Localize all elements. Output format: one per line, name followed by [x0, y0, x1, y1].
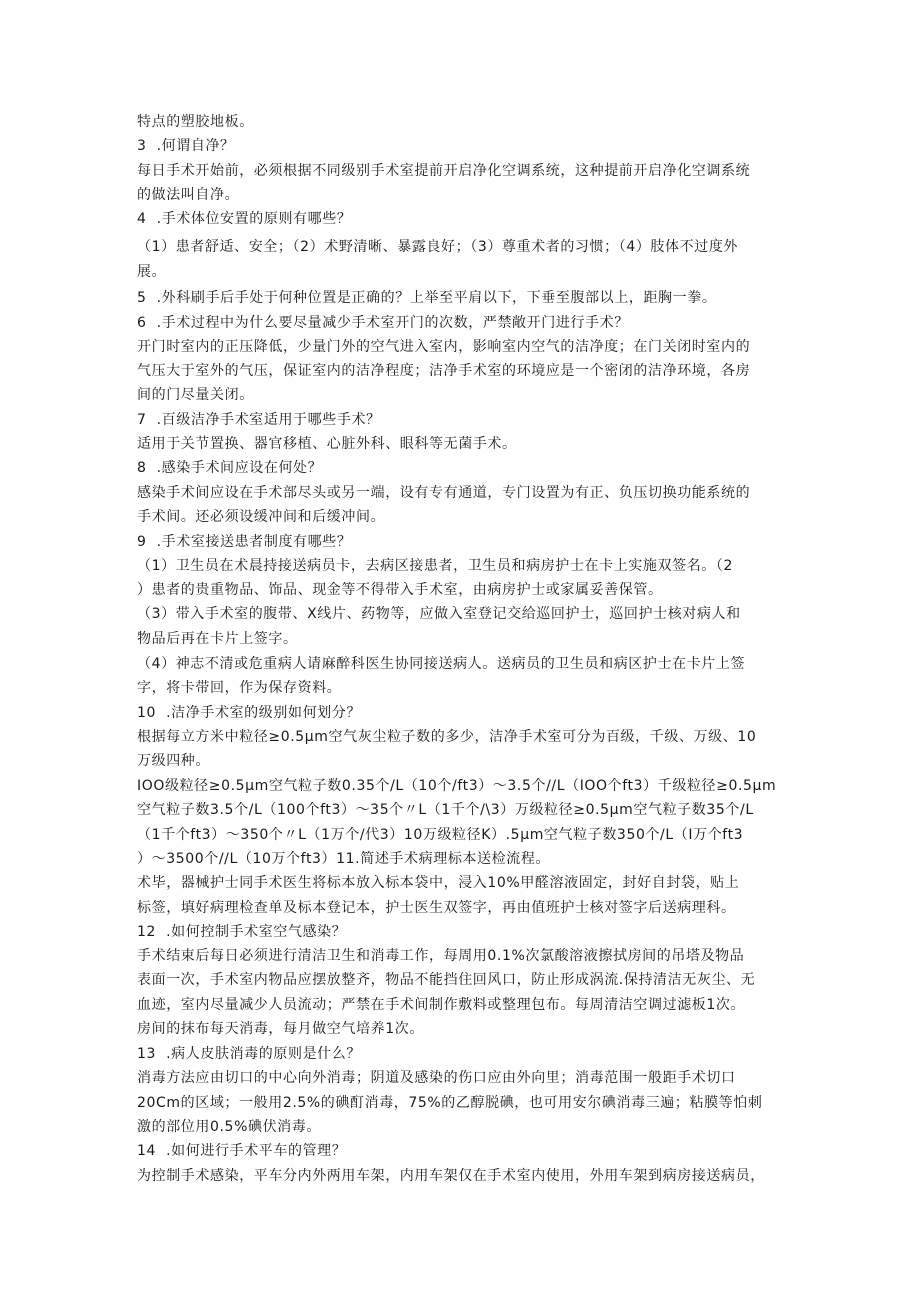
text-line: 每日手术开始前，必须根据不同级别手术室提前开启净化空调系统，这种提前开启净化空调系统	[137, 163, 751, 179]
text-line: （1千个ft3）～350个〃L（1万个/代3）10万级粒径K）.5μm空气粒子数350个/L（I万个ft3	[137, 827, 744, 843]
text-line: （3）带入手术室的腹带、X线片、药物等，应做入室登记交给巡回护士，巡回护士核对病人和	[137, 606, 741, 622]
text-line: 标签，填好病理检查单及标本登记本，护士医生双签字，再由值班护士核对签字后送病理科。	[137, 900, 736, 916]
text-line: 适用于关节置换、器官移植、心脏外科、眼科等无菌手术。	[137, 436, 517, 452]
text-line: IOO级粒径≥0.5μm空气粒子数0.35个/L（10个/ft3）～3.5个//L（IOO个ft3）千级粒径≥0.5μm	[137, 778, 777, 794]
question-heading: 14 .如何进行手术平车的管理？	[137, 1143, 347, 1159]
text-line: 激的部位用0.5%碘伏消毒。	[137, 1119, 321, 1135]
text-line: 为控制手术感染，平车分内外两用车架，内用车架仅在手术室内使用，外用车架到病房接送病员，	[137, 1168, 765, 1184]
question-heading: 5 .外科刷手后手处于何种位置是正确的？上举至平肩以下，下垂至腹部以上，距胸一拳。	[137, 290, 717, 306]
text-line: （1）卫生员在术晨持接送病员卡，去病区接患者，卫生员和病房护士在卡上实施双签名。（2	[137, 558, 734, 574]
question-heading: 10 .洁净手术室的级别如何划分？	[137, 705, 361, 721]
question-heading: 4 .手术体位安置的原则有哪些？	[137, 211, 352, 227]
text-line: 表面一次，手术室内物品应摆放整齐，物品不能挡住回风口，防止形成涡流.保持清洁无灰尘、无	[137, 972, 756, 988]
text-line: 感染手术间应设在手术部尽头或另一端，设有专有通道，专门设置为有正、负压切换功能系统的	[137, 485, 751, 501]
text-line: 物品后再在卡片上签字。	[137, 631, 298, 647]
text-line: 万级四种。	[137, 753, 210, 769]
text-line: 开门时室内的正压降低，少量门外的空气进入室内，影响室内空气的洁净度；在门关闭时室内的	[137, 339, 751, 355]
question-heading: 9 .手术室接送患者制度有哪些？	[137, 534, 352, 550]
text-line: 的做法叫自净。	[137, 187, 240, 203]
question-heading: 7 .百级洁净手术室适用于哪些手术？	[137, 412, 381, 428]
text-line: 根据每立方米中粒径≥0.5μm空气灰尘粒子数的多少，洁净手术室可分为百级，千级、万级、10	[137, 729, 757, 745]
text-line: 消毒方法应由切口的中心向外消毒；阴道及感染的伤口应由外向里；消毒范围一般距手术切口	[137, 1070, 736, 1086]
text-line: 特点的塑胶地板。	[137, 114, 254, 130]
text-line: （4）神志不清或危重病人请麻醉科医生协同接送病人。送病员的卫生员和病区护士在卡片上签	[137, 656, 746, 672]
text-line: 术毕，器械护士同手术医生将标本放入标本袋中，浸入10%甲醛溶液固定，封好自封袋，贴上	[137, 875, 740, 891]
text-line: 展。	[137, 264, 167, 280]
question-heading: 6 .手术过程中为什么要尽量减少手术室开门的次数，严禁敞开门进行手术？	[137, 315, 629, 331]
text-line: 血迹，室内尽量减少人员流动；严禁在手术间制作敷料或整理包布。每周清洁空调过滤板1次。	[137, 997, 746, 1013]
text-line: （1）患者舒适、安全；（2）术野清晰、暴露良好；（3）尊重术者的习惯；（4）肢体不过度外	[137, 239, 739, 255]
text-line: ）～3500个//L（10万个ft3）11.简述手术病理标本送检流程。	[137, 851, 551, 867]
text-line: ）患者的贵重物品、饰品、现金等不得带入手术室，由病房护士或家属妥善保管。	[137, 582, 663, 598]
text-line: 20Cm的区域；一般用2.5%的碘酊消毒，75%的乙醇脱碘，也可用安尔碘消毒三遍；粘膜等怕刺	[137, 1095, 763, 1111]
question-heading: 13 .病人皮肤消毒的原则是什么？	[137, 1046, 361, 1062]
text-line: 手术间。还必须设缓冲间和后缓冲间。	[137, 509, 386, 525]
text-line: 手术结束后每日必须进行清洁卫生和消毒工作，每周用0.1%次氯酸溶液擦拭房间的吊塔及物品	[137, 948, 745, 964]
question-heading: 12 .如何控制手术室空气感染？	[137, 924, 347, 940]
question-heading: 8 .感染手术间应设在何处？	[137, 460, 323, 476]
text-line: 气压大于室外的气压，保证室内的洁净程度；洁净手术室的环境应是一个密闭的洁净环境，各房	[137, 363, 751, 379]
text-line: 空气粒子数3.5个/L（100个ft3）～35个〃L（1千个/\3）万级粒径≥0.5μm空气粒子数35个/L	[137, 802, 754, 818]
text-line: 字，将卡带回，作为保存资料。	[137, 680, 342, 696]
question-heading: 3 .何谓自净？	[137, 138, 235, 154]
text-line: 间的门尽量关闭。	[137, 387, 254, 403]
text-line: 房间的抹布每天消毒，每月做空气培养1次。	[137, 1021, 424, 1037]
